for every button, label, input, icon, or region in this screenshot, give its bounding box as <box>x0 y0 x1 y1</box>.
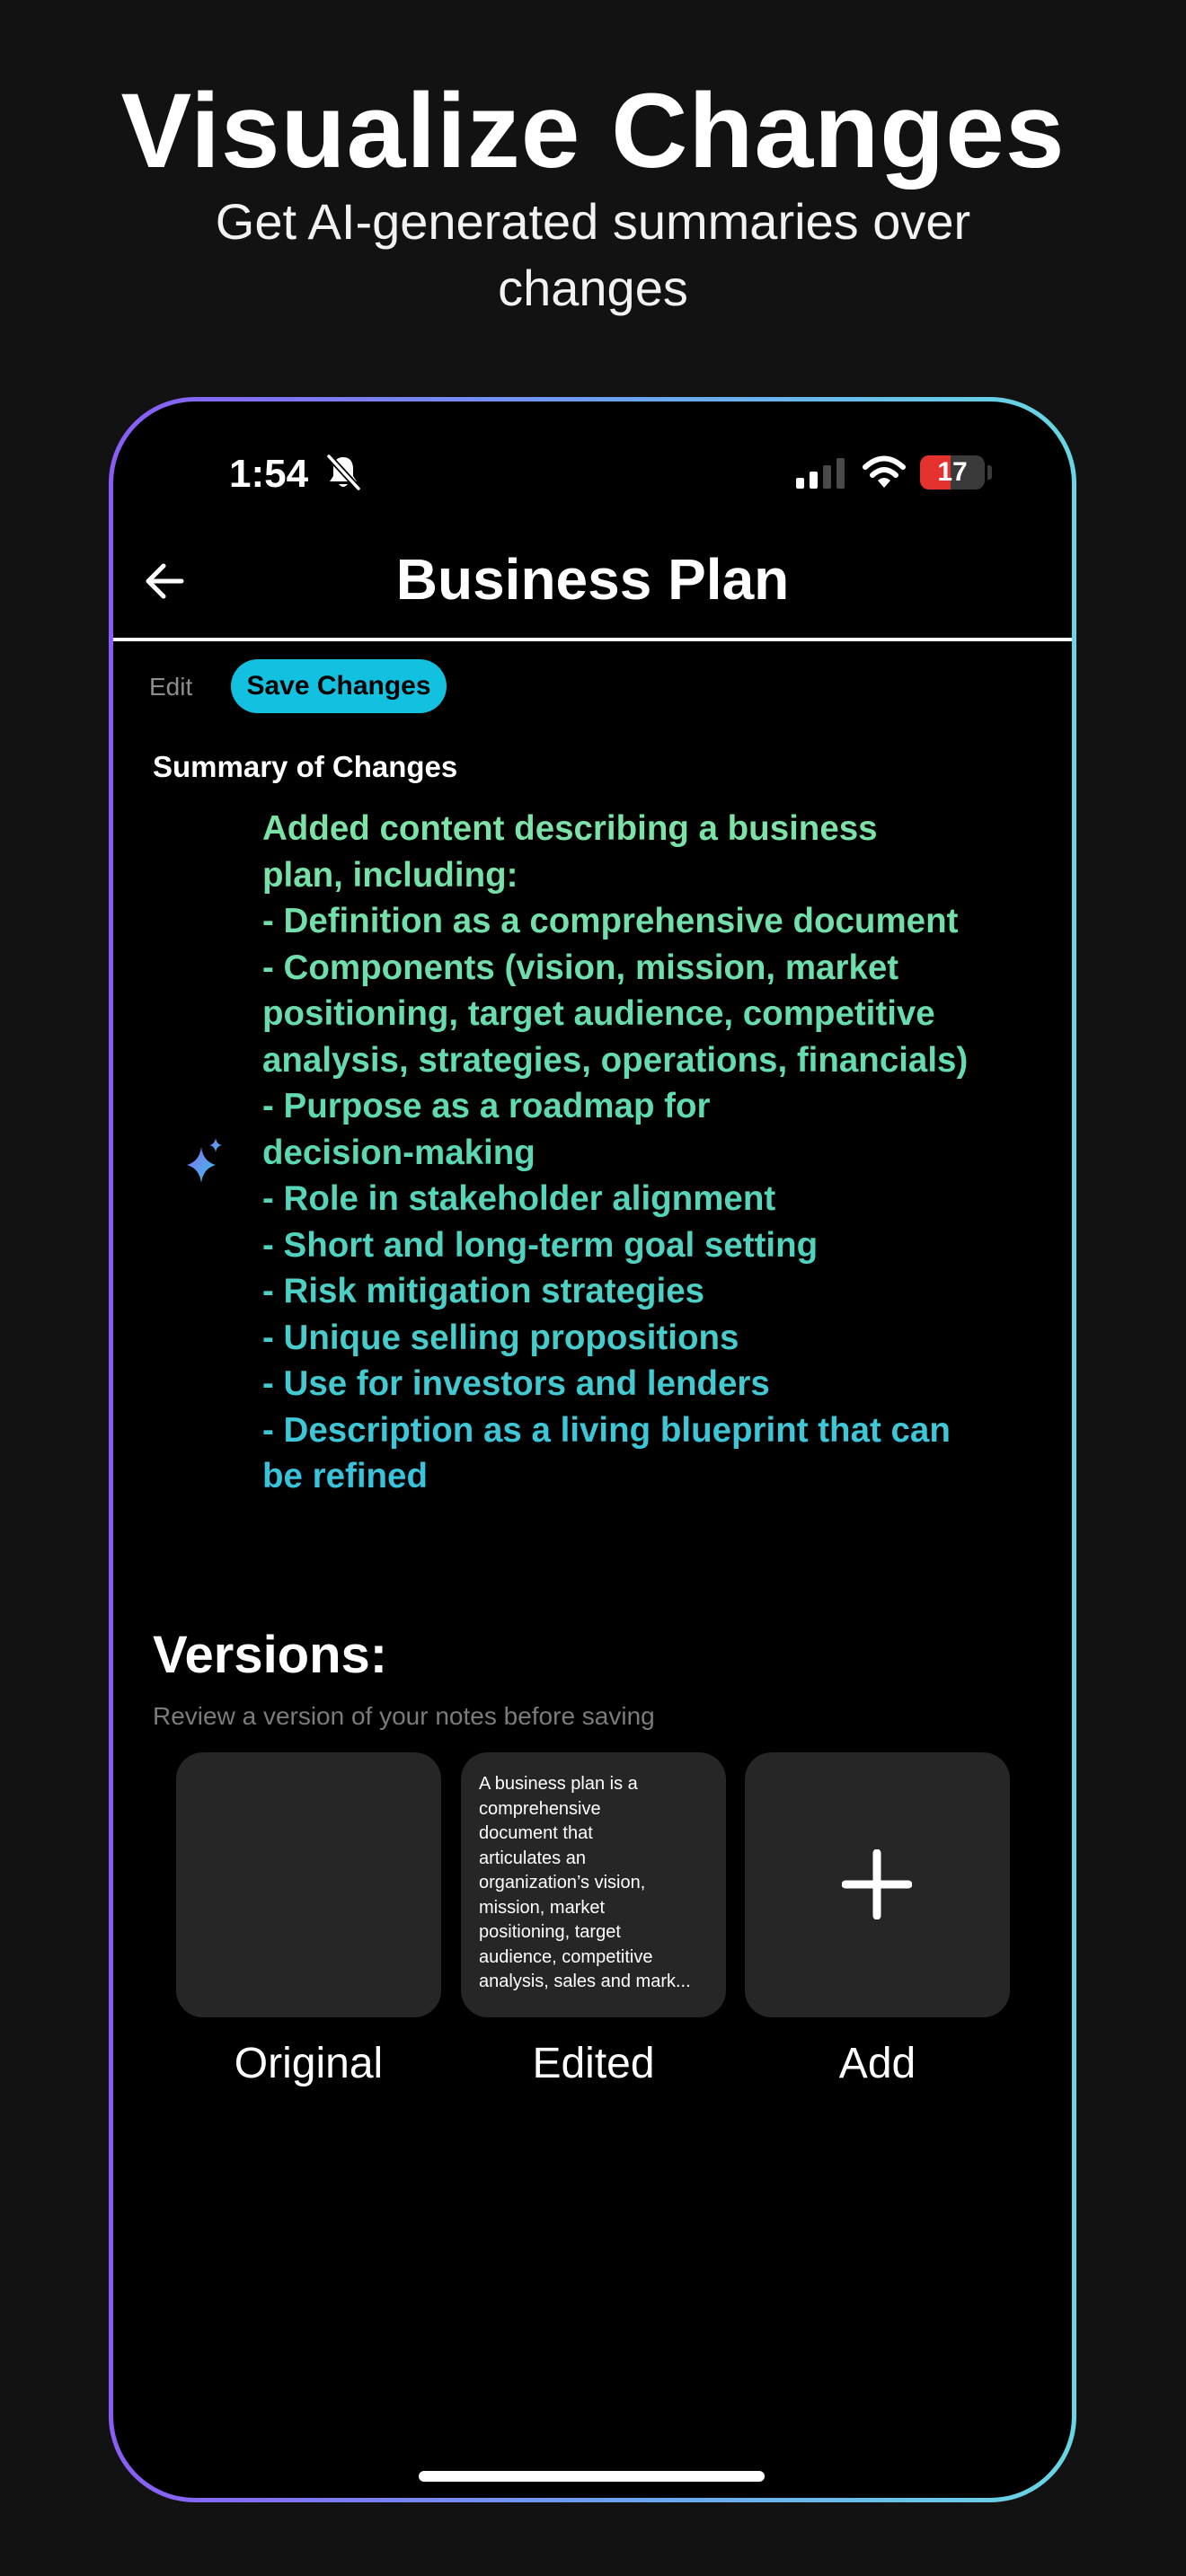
summary-line: - Role in stakeholder alignment <box>262 1179 776 1218</box>
summary-line: - Risk mitigation strategies <box>262 1272 705 1310</box>
summary-line: - Purpose as a roadmap for <box>262 1087 711 1125</box>
battery-level: 17 <box>937 457 968 487</box>
version-label-original: Original <box>234 2040 384 2087</box>
summary-line: be refined <box>262 1457 428 1495</box>
battery-cap <box>987 465 992 480</box>
summary-line: decision-making <box>262 1133 535 1172</box>
preview-line: organization’s vision, <box>479 1873 646 1892</box>
summary-line: - Description as a living blueprint that can <box>262 1410 951 1450</box>
summary-line: - Definition as a comprehensive document <box>262 902 959 940</box>
add-version-button[interactable] <box>745 1752 1010 2017</box>
version-card-original[interactable] <box>176 1752 441 2017</box>
phone-screen <box>113 401 1072 2498</box>
preview-line: comprehensive <box>479 1798 601 1819</box>
summary-line: plan, including: <box>262 855 518 895</box>
summary-line: positioning, target audience, competitive <box>262 994 935 1033</box>
hero-title: Visualize Changes <box>120 72 1066 190</box>
preview-line: mission, market <box>479 1897 606 1918</box>
preview-line: A business plan is a <box>479 1774 638 1794</box>
versions-title: Versions: <box>153 1626 388 1684</box>
cellular-signal-icon <box>796 458 846 489</box>
summary-line: Added content describing a business <box>262 809 878 848</box>
preview-line: positioning, target <box>479 1922 621 1942</box>
page-title: Business Plan <box>395 547 790 612</box>
wifi-icon <box>862 454 907 488</box>
phone-frame <box>109 397 1076 2502</box>
summary-line: - Unique selling propositions <box>262 1318 739 1357</box>
version-card-edited[interactable] <box>461 1752 726 2017</box>
preview-line: analysis, sales and mark... <box>479 1972 691 1991</box>
version-preview-text <box>479 1772 708 1995</box>
hero-subtitle <box>0 189 1186 322</box>
preview-line: document that <box>479 1823 593 1843</box>
home-indicator[interactable] <box>419 2471 765 2482</box>
save-changes-button[interactable]: Save Changes <box>231 659 447 713</box>
preview-line: audience, competitive <box>479 1946 653 1967</box>
battery-icon <box>920 455 985 490</box>
summary-text <box>262 806 1017 1500</box>
version-label-edited: Edited <box>532 2040 655 2087</box>
hero-subtitle-line: Get AI-generated summaries over <box>215 193 971 250</box>
summary-line: - Components (vision, mission, market <box>262 948 899 987</box>
bell-slash-icon <box>325 454 361 491</box>
version-label-add: Add <box>838 2040 916 2087</box>
nav-divider <box>113 638 1072 641</box>
summary-line: - Short and long-term goal setting <box>262 1225 819 1265</box>
summary-line: - Use for investors and lenders <box>262 1364 770 1403</box>
summary-line: analysis, strategies, operations, financials) <box>262 1040 969 1080</box>
plus-icon <box>842 1849 912 1919</box>
preview-line: articulates an <box>479 1848 586 1868</box>
versions-subtitle: Review a version of your notes before saving <box>153 1702 655 1730</box>
hero-subtitle-line: changes <box>498 260 688 316</box>
sparkle-icon <box>183 1138 225 1185</box>
tab-edit[interactable]: Edit <box>149 673 193 701</box>
status-time: 1:54 <box>229 452 309 496</box>
summary-heading: Summary of Changes <box>153 750 458 783</box>
